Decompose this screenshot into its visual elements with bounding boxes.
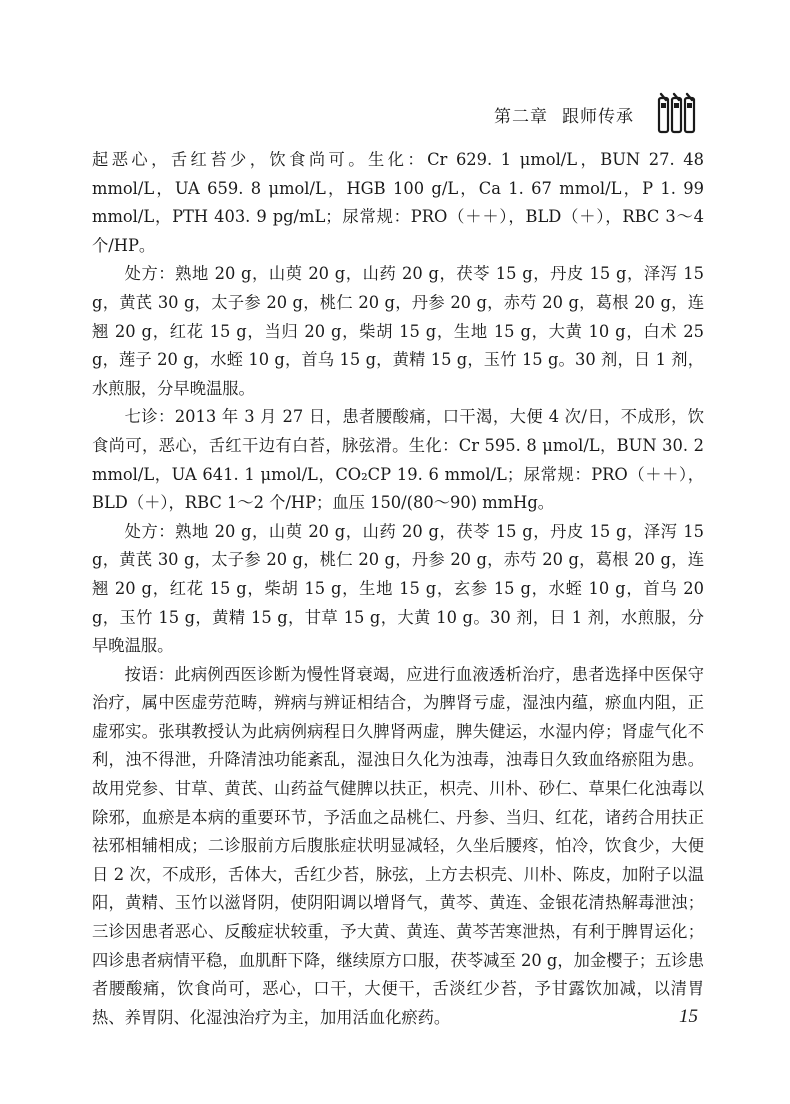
paragraph-commentary: 按语：此病例西医诊断为慢性肾衰竭，应进行血液透析治疗，患者选择中医保守治疗，属中医虚劳范畴，辨病与辨证相结合，为脾肾亏虚，湿浊内蕴，瘀血内阻，正虚邪实。张琪教授认为此病例病程日久脾肾两虚，脾失健运，水湿内停；肾虚气化不利，浊不得泄，升降清浊功能紊乱，湿浊日久化为浊毒，浊毒日久致血络瘀阻为患。故用党参、甘草、黄芪、山药益气健脾以扶正，枳壳、川朴、砂仁、草果仁化浊毒以除邪，血瘀是本病的重要环节，予活血之品桃仁、丹参、当归、红花，诸药合用扶正祛邪相辅相成；二诊服前方后腹胀症状明显减轻，久坐后腰疼，怕冷，饮食少，大便日 2 次，不成形，舌体大，舌红少苔，脉弦，上方去枳壳、川朴、陈皮，加附子以温阳，黄精、玉竹以滋肾阴，使阴阳调以增肾气，黄芩、黄连、金银花清热解毒泄浊；三诊因患者恶心、反酸症状较重，予大黄、黄连、黄芩苦寒泄热，有利于脾胃运化；四诊患者病情平稳，血肌酐下降，继续原方口服，茯苓减至 20 g，加金樱子；五诊患者腰酸痛，饮食尚可，恶心，口干，大便干，舌淡红少苔，予甘露饮加减，以清胃热、养胃阴、化湿浊治疗为主，加用活血化瘀药。 — [92, 664, 704, 1027]
paragraph-lab-results: 起恶心，舌红苔少，饮食尚可。生化：Cr 629. 1 μmol/L，BUN 27. 48 mmol/L，UA 659. 8 μmol/L，HGB 100 g/L，Ca 1. 67 mmol/L，P 1. 99 mmol/L，PTH 403. 9 pg/mL；尿常规：PRO（＋＋），BLD（＋），RBC 3～4 个/HP。 — [92, 150, 704, 255]
paragraph-prescription-6: 处方：熟地 20 g，山萸 20 g，山药 20 g，茯苓 15 g，丹皮 15 g，泽泻 15 g，黄芪 30 g，太子参 20 g，桃仁 20 g，丹参 20 g，赤芍 20 g，葛根 20 g，连翘 20 g，红花 15 g，当归 20 g，柴胡 15 g，生地 15 g，大黄 10 g，白术 25 g，莲子 20 g，水蛭 10 g，首乌 15 g，黄精 15 g，玉竹 15 g。30 剂，日 1 剂，水煎服，分早晚温服。 — [92, 264, 704, 398]
running-header — [494, 92, 698, 136]
page-number: 15 — [679, 1006, 698, 1027]
book-binders-icon — [656, 92, 698, 136]
paragraph-seventh-visit: 七诊：2013 年 3 月 27 日，患者腰酸痛，口干渴，大便 4 次/日，不成形，饮食尚可，恶心，舌红干边有白苔，脉弦滑。生化：Cr 595. 8 μmol/L，BUN 30. 2 mmol/L，UA 641. 1 μmol/L，CO₂CP 19. 6 mmol/L；尿常规：PRO（＋＋），BLD（＋），RBC 1～2 个/HP；血压 150/(80～90) mmHg。 — [92, 407, 704, 513]
body-text — [92, 146, 704, 1032]
chapter-label: 第二章 — [494, 106, 548, 127]
paragraph-prescription-7: 处方：熟地 20 g，山萸 20 g，山药 20 g，茯苓 15 g，丹皮 15 g，泽泻 15 g，黄芪 30 g，太子参 20 g，桃仁 20 g，丹参 20 g，赤芍 20 g，葛根 20 g，连翘 20 g，红花 15 g，柴胡 15 g，生地 15 g，玄参 15 g，水蛭 10 g，首乌 20 g，玉竹 15 g，黄精 15 g，甘草 15 g，大黄 10 g。30 剂，日 1 剂，水煎服，分早晚温服。 — [92, 521, 704, 656]
chapter-heading — [494, 102, 634, 127]
chapter-title: 跟师传承 — [562, 106, 634, 127]
